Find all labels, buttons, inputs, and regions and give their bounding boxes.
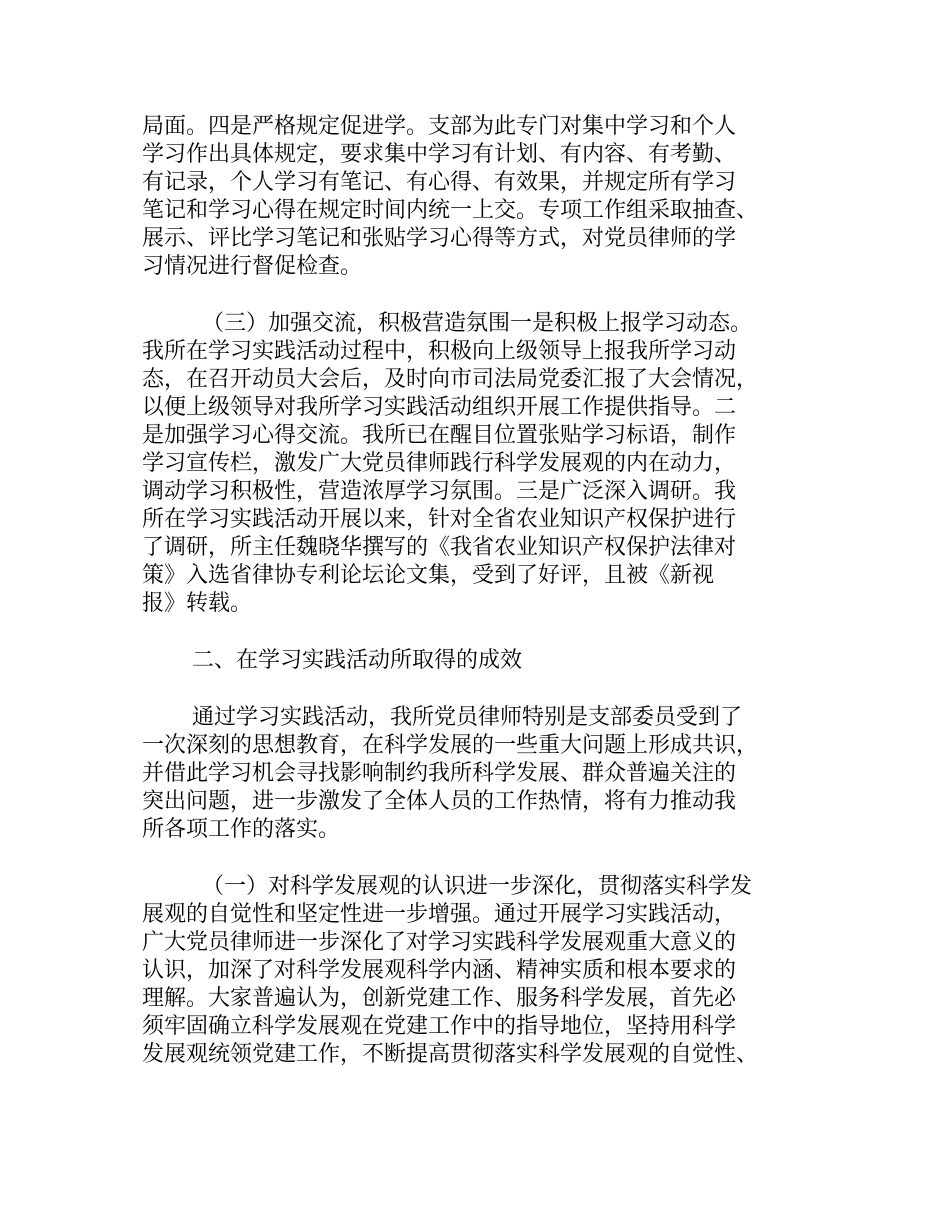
text-line: 理解。大家普遍认为，创新党建工作、服务科学发展，首先必 xyxy=(142,986,737,1011)
text-line: （一）对科学发展观的认识进一步深化，贯彻落实科学发 xyxy=(202,874,753,899)
text-line: 发展观统领党建工作，不断提高贯彻落实科学发展观的自觉性、 xyxy=(142,1042,759,1067)
text-line: 突出问题，进一步激发了全体人员的工作热情，将有力推动我 xyxy=(142,789,737,814)
text-line: 所各项工作的落实。 xyxy=(142,817,341,842)
text-line: 须牢固确立科学发展观在党建工作中的指导地位，坚持用科学 xyxy=(142,1014,737,1039)
section-heading-results xyxy=(142,647,812,675)
paragraph-strengthen-exchange xyxy=(142,310,812,618)
text-line: 笔记和学习心得在规定时间内统一上交。专项工作组采取抽查、 xyxy=(142,198,759,223)
text-line: 认识，加深了对科学发展观科学内涵、精神实质和根本要求的 xyxy=(142,958,737,983)
text-line: 广大党员律师进一步深化了对学习实践科学发展观重大意义的 xyxy=(142,930,737,955)
text-line: 习情况进行督促检查。 xyxy=(142,254,363,279)
text-line: 策》入选省律协专利论坛论文集，受到了好评，且被《新视 xyxy=(142,563,715,588)
text-line: 展示、评比学习笔记和张贴学习心得等方式，对党员律师的学 xyxy=(142,226,737,251)
paragraph-deepened-understanding xyxy=(142,873,812,1069)
text-line: 是加强学习心得交流。我所已在醒目位置张贴学习标语，制作 xyxy=(142,423,737,448)
text-line: 通过学习实践活动，我所党员律师特别是支部委员受到了 xyxy=(192,705,743,730)
text-line: 学习宣传栏，激发广大党员律师践行科学发展观的内在动力， xyxy=(142,451,737,476)
text-line: 报》转载。 xyxy=(142,591,253,616)
text-line: 我所在学习实践活动过程中，积极向上级领导上报我所学习动 xyxy=(142,339,737,364)
text-line: 调动学习积极性，营造浓厚学习氛围。三是广泛深入调研。我 xyxy=(142,479,737,504)
text-line: （三）加强交流，积极营造氛围一是积极上报学习动态。 xyxy=(202,311,753,336)
paragraph-results-intro xyxy=(142,704,812,844)
text-line: 以便上级领导对我所学习实践活动组织开展工作提供指导。二 xyxy=(142,395,737,420)
text-line: 学习作出具体规定，要求集中学习有计划、有内容、有考勤、 xyxy=(142,142,737,167)
text-line: 有记录，个人学习有笔记、有心得、有效果，并规定所有学习 xyxy=(142,170,737,195)
text-line: 并借此学习机会寻找影响制约我所科学发展、群众普遍关注的 xyxy=(142,761,737,786)
text-line: 展观的自觉性和坚定性进一步增强。通过开展学习实践活动， xyxy=(142,902,737,927)
text-line: 一次深刻的思想教育，在科学发展的一些重大问题上形成共识， xyxy=(142,733,759,758)
text-line: 局面。四是严格规定促进学。支部为此专门对集中学习和个人 xyxy=(142,114,737,139)
document-page xyxy=(142,113,812,1098)
paragraph-study-rules xyxy=(142,113,812,281)
text-line: 了调研，所主任魏晓华撰写的《我省农业知识产权保护法律对 xyxy=(142,535,737,560)
text-line: 态，在召开动员大会后，及时向市司法局党委汇报了大会情况， xyxy=(142,367,759,392)
heading-text: 二、在学习实践活动所取得的成效 xyxy=(192,648,523,673)
text-line: 所在学习实践活动开展以来，针对全省农业知识产权保护进行 xyxy=(142,507,737,532)
